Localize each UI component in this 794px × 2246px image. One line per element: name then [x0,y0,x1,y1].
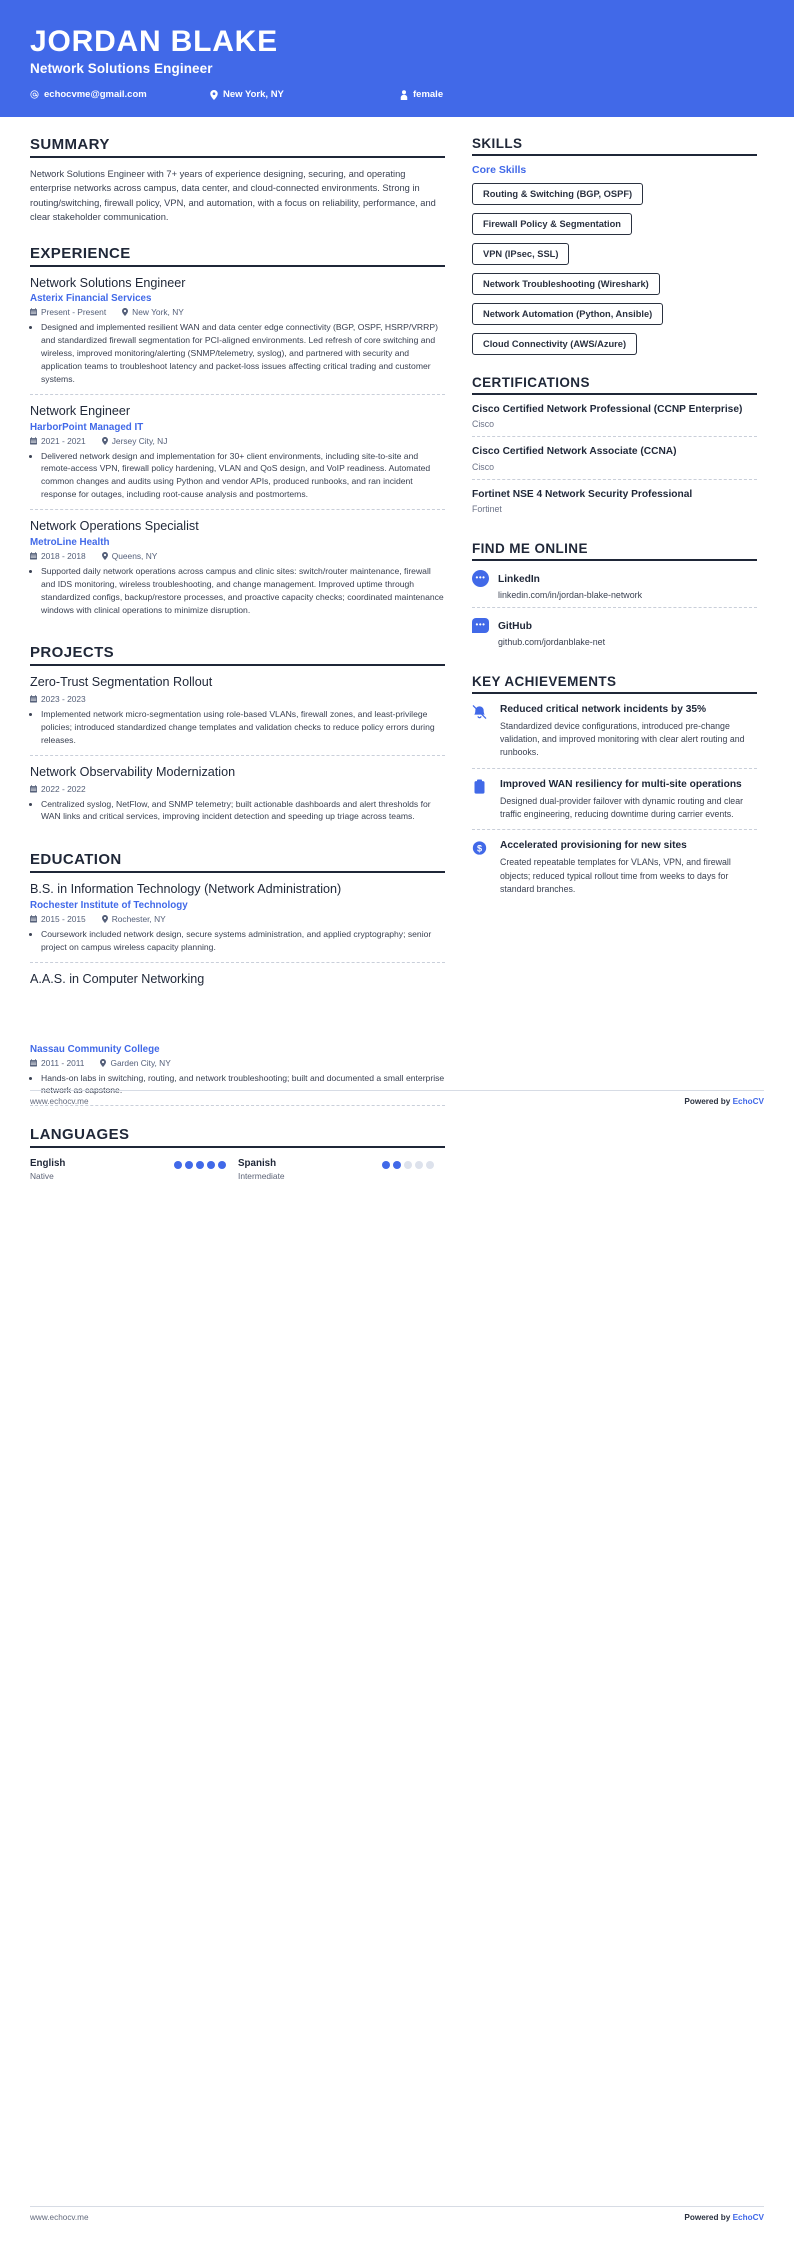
contact-email-text: echocvme@gmail.com [44,89,147,101]
map-pin-icon [210,90,218,100]
skill-tag[interactable]: Cloud Connectivity (AWS/Azure) [472,333,637,355]
rating-dot [382,1161,390,1169]
contact-gender [400,89,550,100]
language-item-english [30,1158,226,1181]
entry-title: Network Operations Specialist [30,519,199,534]
section-key-achievements [472,674,757,904]
entry-location [102,551,158,561]
entry-meta [30,1058,445,1068]
project-entry [30,666,445,755]
entry-location [100,1058,170,1068]
rating-dot [174,1161,182,1169]
at-icon [30,90,39,99]
resume-header [0,0,794,117]
page-2-left-column [30,1033,445,1182]
bullet: • Coursework included network design, secure systems administration, and applied cryptography; senior project on campus wireless capacity planning. [41,928,445,954]
calendar-icon [30,915,37,923]
contact-email[interactable] [30,89,210,100]
entry-location-text: Queens, NY [111,550,158,561]
section-heading-achievements: KEY ACHIEVEMENTS [472,674,757,694]
contact-gender-text: female [413,89,444,101]
rating-dot [426,1161,434,1169]
section-heading-certifications: CERTIFICATIONS [472,375,757,395]
entry-dates-text: 2022 - 2022 [41,783,86,794]
language-item-spanish [238,1158,434,1181]
entry-title: A.A.S. in Computer Networking [30,971,205,986]
entry-bullets [30,565,445,617]
map-pin-icon [100,1059,106,1067]
entry-organization[interactable]: MetroLine Health [30,536,110,548]
language-name: Spanish [238,1158,277,1170]
certification-name: Cisco Certified Network Associate (CCNA) [472,446,677,458]
skills-subheading: Core Skills [472,164,527,176]
language-name: English [30,1158,66,1170]
rating-dot [404,1161,412,1169]
online-label: GitHub [498,620,532,632]
entry-location-text: Jersey City, NJ [111,435,168,446]
section-heading-online: FIND ME ONLINE [472,541,757,561]
entry-dates [30,307,106,317]
entry-title: Zero-Trust Segmentation Rollout [30,675,213,690]
map-pin-icon [102,552,108,560]
contact-location [210,89,400,100]
entry-meta [30,784,445,794]
contact-location-text: New York, NY [223,89,284,101]
education-entry [30,963,445,988]
online-item-github[interactable] [472,608,757,654]
footer-powered-prefix: Powered by [684,1097,733,1106]
language-level: Intermediate [238,1171,285,1182]
entry-meta [30,914,445,924]
entry-dates [30,436,86,446]
achievement-title: Improved WAN resiliency for multi-site operations [500,778,742,790]
entry-dates-text: 2021 - 2021 [41,435,86,446]
section-projects [30,644,445,831]
entry-meta [30,551,445,561]
achievement-item [472,830,757,904]
clipboard-icon [472,779,491,800]
skill-tag[interactable]: VPN (IPsec, SSL) [472,243,569,265]
skill-tag[interactable]: Network Automation (Python, Ansible) [472,303,663,325]
calendar-icon [30,785,37,793]
experience-entry [30,267,445,395]
entry-meta [30,436,445,446]
rating-dot [196,1161,204,1169]
experience-entry [30,510,445,624]
certification-item [472,395,757,437]
skill-tag[interactable]: Network Troubleshooting (Wireshark) [472,273,660,295]
entry-dates [30,914,86,924]
entry-organization[interactable]: Rochester Institute of Technology [30,900,188,912]
summary-text: Network Solutions Engineer with 7+ years of experience designing, securing, and operating enterprise networks across campus, data center, and cloud-connected environments. Strong in routing/switching, firewall policy, VPN, and automation, with a focus on reliability, performance, and clear stakeholder communication. [30,169,436,223]
footer-brand [684,2213,764,2222]
rating-dot [218,1161,226,1169]
entry-location-text: Rochester, NY [111,914,166,925]
achievement-title: Accelerated provisioning for new sites [500,840,687,852]
project-entry [30,756,445,832]
contact-row [30,89,764,100]
calendar-icon [30,308,37,316]
certification-issuer: Cisco [472,419,494,430]
certification-issuer: Fortinet [472,503,502,514]
skill-tag[interactable]: Routing & Switching (BGP, OSPF) [472,183,643,205]
entry-organization[interactable]: HarborPoint Managed IT [30,421,144,433]
calendar-icon [30,437,37,445]
dollar-circle-icon [472,840,491,861]
certification-name: Cisco Certified Network Professional (CCNP Enterprise) [472,404,743,415]
certification-issuer: Cisco [472,461,494,472]
header-job-title: Network Solutions Engineer [30,61,213,77]
language-rating-dots [382,1161,434,1169]
online-label: LinkedIn [498,573,540,585]
language-level: Native [30,1171,54,1182]
rating-dot [185,1161,193,1169]
section-heading-skills: SKILLS [472,136,757,156]
entry-dates [30,784,86,794]
bullet: • Hands-on labs in switching, routing, and network troubleshooting; built and documented a small enterprise network as capstone. [41,1072,445,1098]
entry-dates-text: 2023 - 2023 [41,694,86,705]
entry-bullets [30,928,445,954]
section-find-me-online [472,541,757,654]
footer-powered-prefix: Powered by [684,2213,733,2222]
achievement-description: Standardized device configurations, introduced pre-change validation, and improved monitoring with clear alert routing and runbooks. [500,721,745,758]
section-heading-projects: PROJECTS [30,644,445,666]
section-languages [30,1126,445,1181]
online-url[interactable]: linkedin.com/in/jordan-blake-network [498,589,643,600]
achievement-title: Reduced critical network incidents by 35% [500,703,707,715]
entry-dates [30,551,86,561]
footer-brand-name: EchoCV [732,2213,764,2222]
achievement-description: Designed dual-provider failover with dynamic routing and clear traffic engineering, reducing downtime during carrier events. [500,795,744,819]
rating-dot [393,1161,401,1169]
section-skills [472,136,757,355]
entry-location-text: Garden City, NY [110,1057,171,1068]
rating-dot [415,1161,423,1169]
languages-grid [30,1158,445,1181]
entry-meta [30,694,445,704]
section-heading-experience: EXPERIENCE [30,245,445,267]
svg-text:$: $ [476,843,483,854]
entry-location [102,436,168,446]
page-2-content [0,993,794,1182]
page-footer-2 [30,2206,764,2222]
achievement-description: Created repeatable templates for VLANs, VPN, and firewall objects; reduced typical rollout time from weeks to days for standard branches. [500,857,731,894]
entry-title: B.S. in Information Technology (Network Administration) [30,882,342,897]
calendar-icon [30,1059,37,1067]
online-item-linkedin[interactable] [472,561,757,608]
online-url[interactable]: github.com/jordanblake-net [498,636,606,647]
achievement-item [472,769,757,831]
entry-dates-text: 2011 - 2011 [41,1057,85,1068]
section-heading-education: EDUCATION [30,851,445,873]
footer-brand [684,1097,764,1106]
section-summary [30,136,445,225]
achievement-item [472,694,757,769]
map-pin-icon [102,437,108,445]
entry-dates [30,694,86,704]
map-pin-icon [122,308,128,316]
left-column [30,117,445,993]
language-rating-dots [174,1161,226,1169]
entry-title: Network Engineer [30,403,131,418]
certification-item [472,437,757,479]
footer-site[interactable]: www.echocv.me [30,1097,89,1106]
entry-dates-text: 2018 - 2018 [41,550,86,561]
bullet: • Delivered network design and implementation for 30+ client environments, including site-to-site and remote-access VPN, firewall policy hardening, VLAN and QoS design, and VoIP readiness. Automated common changes and audits using Python and vendor APIs, produced runbooks, and ran incident response for outages, including root-cause analysis and postmortems. [41,450,445,502]
section-heading-summary: SUMMARY [30,136,445,158]
right-column [472,117,757,909]
github-chat-icon: ••• [472,618,489,633]
education-entry [30,873,445,963]
experience-entry [30,395,445,510]
bullet: • Supported daily network operations across campus and clinic sites: switch/router maintenance, firewall and IDS monitoring, wireless troubleshooting, and change management. Improved uptime through standardized configs, backup/restore processes, and proactive capacity checks; coordinated maintenance windows with clinical operations to minimize disruption. [41,565,445,617]
entry-title: Network Solutions Engineer [30,275,186,290]
bullet: • Implemented network micro-segmentation using role-based VLANs, firewall zones, and least-privilege policies; introduced standardized change templates and validation checks to reduce policy errors during releases. [41,708,445,747]
section-experience [30,245,445,625]
calendar-icon [30,695,37,703]
certification-item [472,480,757,521]
entry-bullets [30,708,445,747]
entry-dates-text: 2015 - 2015 [41,914,86,925]
section-education [30,851,445,987]
entry-location-text: New York, NY [132,307,184,318]
bell-off-icon [472,704,491,725]
rating-dot [207,1161,215,1169]
entry-location [122,307,184,317]
footer-brand-name: EchoCV [732,1097,764,1106]
section-certifications [472,375,757,521]
entry-dates-text: Present - Present [41,307,107,318]
section-heading-languages: LANGUAGES [30,1126,445,1148]
bullet: • Designed and implemented resilient WAN and data center edge connectivity (BGP, OSPF, HSRP/VRRP) and standardized firewall segmentation for PCI-aligned environments. Led refresh of core switching and wireless, improved monitoring/alerting (SNMP/telemetry, syslog), and partnered with security and application teams to troubleshoot latency and packet-loss issues affecting critical trading and customer systems. [41,321,445,385]
certification-name: Fortinet NSE 4 Network Security Professional [472,488,693,500]
entry-organization[interactable]: Asterix Financial Services [30,293,152,305]
resume-body [0,117,794,993]
bullet: • Centralized syslog, NetFlow, and SNMP telemetry; built actionable dashboards and alert thresholds for WAN links and critical services, improving incident detection and speeding up triage across teams. [41,798,445,824]
skill-tag-list [472,183,757,355]
entry-bullets [30,450,445,502]
footer-site[interactable]: www.echocv.me [30,2213,89,2222]
skill-tag[interactable]: Firewall Policy & Segmentation [472,213,632,235]
entry-meta [30,307,445,317]
entry-bullets [30,321,445,385]
person-icon [400,90,408,100]
entry-location [102,914,166,924]
calendar-icon [30,552,37,560]
entry-dates [30,1058,84,1068]
linkedin-circle-icon: ••• [472,570,489,587]
entry-title: Network Observability Modernization [30,764,236,779]
entry-bullets [30,798,445,824]
entry-organization[interactable]: Nassau Community College [30,1043,160,1055]
page-footer-1 [30,1090,764,1106]
page-title: JORDAN BLAKE [30,25,278,58]
map-pin-icon [102,915,108,923]
